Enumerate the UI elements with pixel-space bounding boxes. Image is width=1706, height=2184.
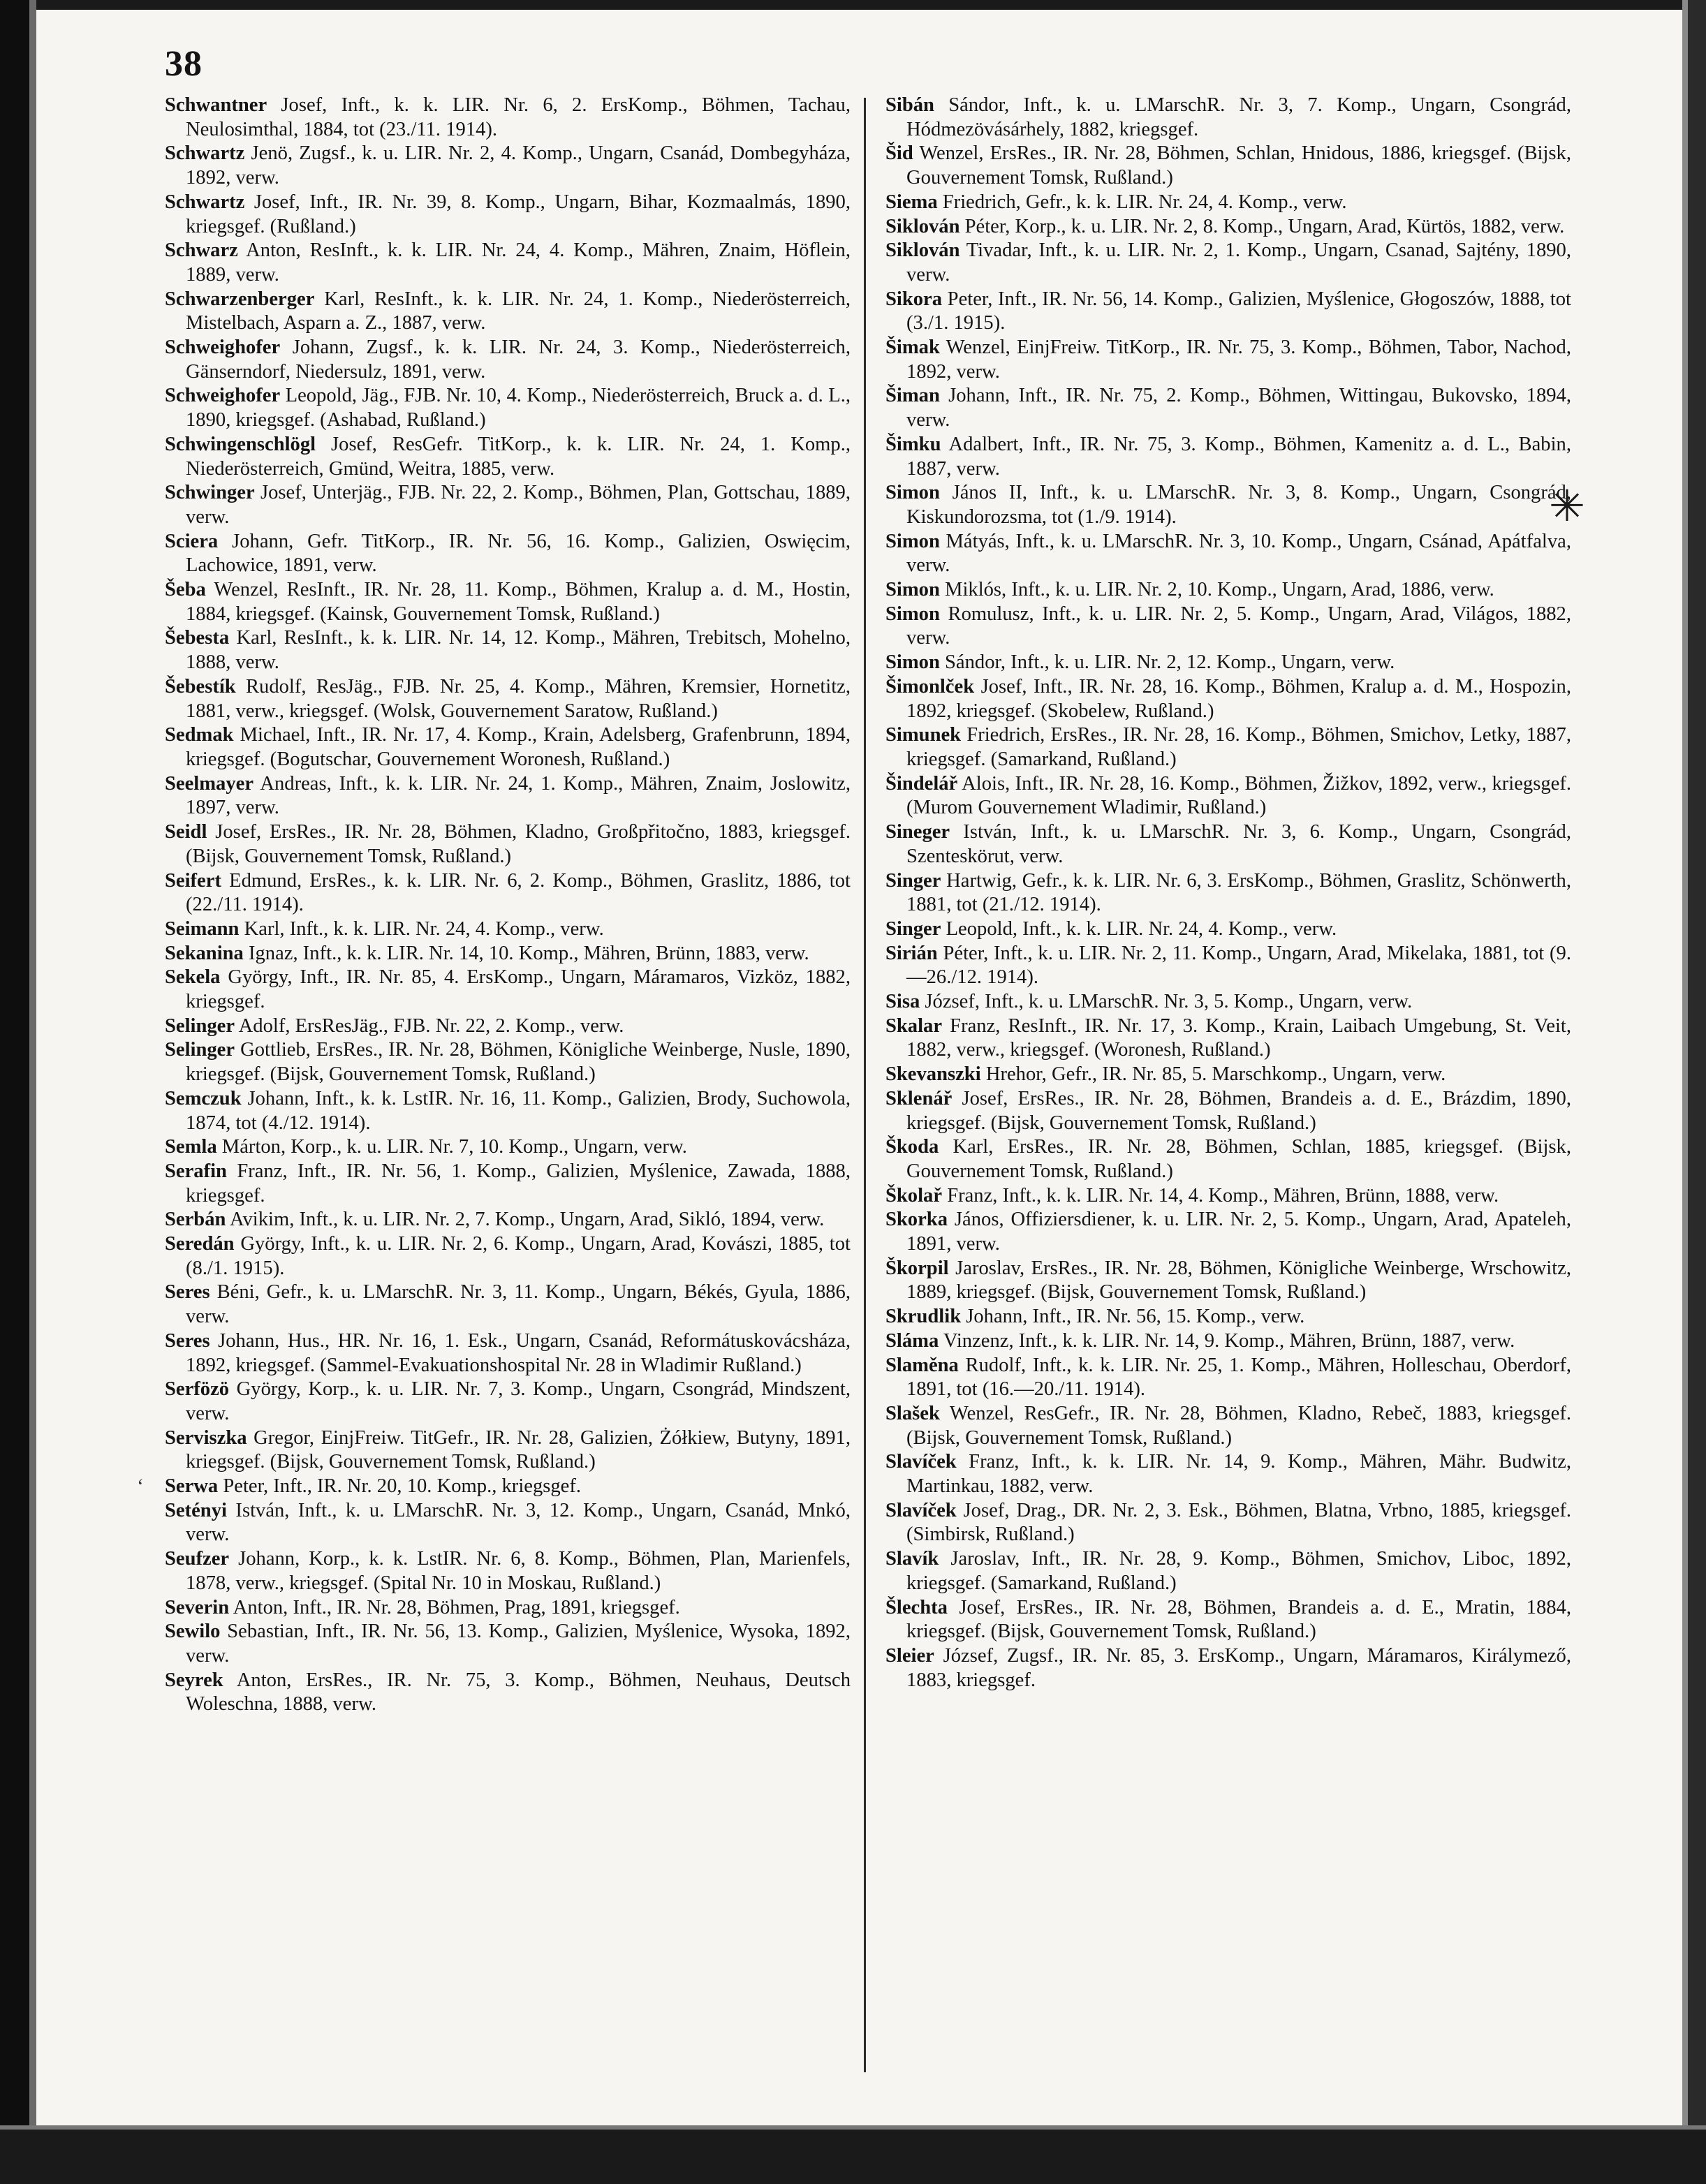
register-entry	[165, 869, 851, 917]
entry-surname: Seres	[165, 1281, 210, 1304]
entry-details: Karl, ErsRes., IR. Nr. 28, Böhmen, Schlan, 1885, kriegsgef. (Bijsk, Gouvernement Tomsk, Rußland.)	[906, 1136, 1571, 1182]
entry-details: Wenzel, ResInft., IR. Nr. 28, 11. Komp., Böhmen, Kralup a. d. M., Hostin, 1884, kriegsgef. (Kainsk, Gouvernement Tomsk, Rußland.)	[186, 579, 851, 625]
entry-surname: Skevanszki	[885, 1063, 981, 1086]
entry-details: Hartwig, Gefr., k. k. LIR. Nr. 6, 3. ErsKomp., Böhmen, Graslitz, Schönwerth, 1881, tot (21./12. 1914).	[906, 869, 1571, 916]
entry-details: Josef, ErsRes., IR. Nr. 28, Böhmen, Kladno, Großpřitočno, 1883, kriegsgef. (Bijsk, Gouvernement Tomsk, Rußland.)	[186, 821, 851, 867]
entry-surname: Sciera	[165, 530, 219, 552]
entry-details: Avikim, Inft., k. u. LIR. Nr. 2, 7. Komp., Ungarn, Arad, Sikló, 1894, verw.	[226, 1209, 825, 1231]
entry-surname: Slaměna	[885, 1354, 959, 1376]
register-entry	[885, 1305, 1571, 1329]
entry-details: Gregor, EinjFreiw. TitGefr., IR. Nr. 28, Galizien, Żółkiew, Butyny, 1891, kriegsgef. (Bijsk, Gouvernement Tomsk, Rußland.)	[186, 1426, 851, 1473]
entry-surname: Siema	[885, 191, 938, 213]
register-entry	[885, 1547, 1571, 1595]
entry-surname: Simon	[885, 579, 940, 601]
entry-surname: Singer	[885, 917, 941, 940]
entry-surname: Schwantner	[165, 94, 267, 116]
entry-details: Adolf, ErsResJäg., FJB. Nr. 22, 2. Komp., verw.	[235, 1014, 624, 1037]
entry-details: Mátyás, Inft., k. u. LMarschR. Nr. 3, 10. Komp., Ungarn, Csánad, Apátfalva, verw.	[906, 530, 1571, 577]
register-entry	[165, 1620, 851, 1668]
entry-details: Franz, Inft., k. k. LIR. Nr. 14, 4. Komp., Mähren, Brünn, 1888, verw.	[942, 1184, 1499, 1207]
register-entry	[885, 917, 1571, 942]
register-entry	[165, 481, 851, 529]
entry-details: Karl, ResInft., k. k. LIR. Nr. 14, 12. Komp., Mähren, Trebitsch, Mohelno, 1888, verw.	[186, 627, 851, 674]
entry-surname: Singer	[885, 869, 941, 892]
entry-surname: Sisa	[885, 991, 920, 1013]
entry-details: József, Zugsf., IR. Nr. 85, 3. ErsKomp., Ungarn, Máramaros, Királymező, 1883, kriegsgef.	[906, 1645, 1571, 1691]
entry-surname: Šimak	[885, 337, 940, 359]
entry-surname: Šid	[885, 142, 913, 165]
register-entry	[885, 990, 1571, 1014]
handwritten-annotation: ✳	[1549, 480, 1585, 531]
entry-details: Jenö, Zugsf., k. u. LIR. Nr. 2, 4. Komp., Ungarn, Csanád, Dombegyháza, 1892, verw.	[186, 142, 851, 189]
register-entry	[885, 1402, 1571, 1450]
entry-details: Anton, ErsRes., IR. Nr. 75, 3. Komp., Böhmen, Neuhaus, Deutsch Woleschna, 1888, verw.	[186, 1669, 851, 1716]
entry-surname: Skorka	[885, 1209, 948, 1231]
entry-surname: Schwarz	[165, 239, 238, 262]
entry-surname: Šimku	[885, 433, 941, 455]
entry-details: Johann, Korp., k. k. LstIR. Nr. 6, 8. Komp., Böhmen, Plan, Marienfels, 1878, verw., kriegsgef. (Spital Nr. 10 in Moskau, Rußland.)	[186, 1548, 851, 1594]
entry-surname: Šindelář	[885, 772, 958, 795]
entry-surname: Seufzer	[165, 1548, 230, 1570]
register-entry	[165, 1014, 851, 1039]
entry-surname: Šlechta	[885, 1596, 948, 1618]
register-entry	[165, 288, 851, 336]
register-entry	[165, 942, 851, 966]
register-entry	[165, 1232, 851, 1281]
entry-details: Josef, Unterjäg., FJB. Nr. 22, 2. Komp., Böhmen, Plan, Gottschau, 1889, verw.	[186, 482, 851, 528]
entry-surname: Seres	[165, 1329, 210, 1352]
register-entry	[165, 966, 851, 1014]
entry-details: Alois, Inft., IR. Nr. 28, 16. Komp., Böhmen, Žižkov, 1892, verw., kriegsgef. (Murom Gouvernement Wladimir, Rußland.)	[906, 772, 1571, 819]
entry-surname: Schwinger	[165, 482, 255, 504]
entry-details: György, Inft., IR. Nr. 85, 4. ErsKomp., Ungarn, Máramaros, Vizköz, 1882, kriegsgef.	[186, 966, 851, 1013]
register-entry	[885, 651, 1571, 675]
entry-surname: Šiman	[885, 385, 940, 407]
register-entry	[885, 1329, 1571, 1354]
register-entry	[885, 603, 1571, 651]
entry-surname: Sklenář	[885, 1087, 953, 1109]
register-entry	[165, 1426, 851, 1475]
entry-details: Rudolf, ResJäg., FJB. Nr. 25, 4. Komp., Mähren, Kremsier, Hornetitz, 1881, verw., kriegsgef. (Wolsk, Gouvernement Saratow, Rußland.)	[186, 675, 851, 722]
register-entry	[165, 1499, 851, 1547]
register-entry	[885, 239, 1571, 287]
register-entry	[165, 1329, 851, 1378]
entry-details: Josef, Inft., k. k. LIR. Nr. 6, 2. ErsKomp., Böhmen, Tachau, Neulosimthal, 1884, tot (23./11. 1914).	[186, 94, 851, 140]
entry-surname: Setényi	[165, 1499, 227, 1521]
register-entry	[165, 94, 851, 142]
entry-surname: Schwingenschlögl	[165, 433, 316, 455]
entry-details: Josef, ResGefr. TitKorp., k. k. LIR. Nr. 24, 1. Komp., Niederösterreich, Gmünd, Weitra, 1885, verw.	[186, 433, 851, 480]
register-entry	[885, 288, 1571, 336]
entry-surname: Serwa	[165, 1475, 219, 1498]
register-entry	[885, 433, 1571, 481]
entry-details: István, Inft., k. u. LMarschR. Nr. 3, 12. Komp., Ungarn, Csanád, Mnkó, verw.	[186, 1499, 851, 1546]
entry-surname: Slavíček	[885, 1451, 957, 1473]
entry-details: Béni, Gefr., k. u. LMarschR. Nr. 3, 11. Komp., Ungarn, Békés, Gyula, 1886, verw.	[186, 1281, 851, 1328]
entry-details: Rudolf, Inft., k. k. LIR. Nr. 25, 1. Komp., Mähren, Holleschau, Oberdorf, 1891, tot (16.—20./11. 1914).	[906, 1354, 1571, 1401]
entry-surname: Schwarzenberger	[165, 288, 315, 310]
register-entry	[165, 723, 851, 772]
entry-surname: Schweighofer	[165, 385, 281, 407]
entry-surname: Severin	[165, 1596, 230, 1618]
register-entry	[885, 336, 1571, 384]
register-entry	[885, 530, 1571, 578]
entry-details: Sebastian, Inft., IR. Nr. 56, 13. Komp., Galizien, Myślenice, Wysoka, 1892, verw.	[186, 1621, 851, 1667]
entry-surname: Škoda	[885, 1136, 939, 1158]
entry-details: Franz, Inft., k. k. LIR. Nr. 14, 9. Komp., Mähren, Mähr. Budwitz, Martinkau, 1882, verw.	[906, 1451, 1571, 1498]
register-entry	[165, 336, 851, 384]
entry-surname: Selinger	[165, 1014, 235, 1037]
register-entry	[165, 1378, 851, 1426]
entry-details: Andreas, Inft., k. k. LIR. Nr. 24, 1. Komp., Mähren, Znaim, Joslowitz, 1897, verw.	[186, 772, 851, 819]
register-entry	[165, 384, 851, 432]
entry-surname: Šebesta	[165, 627, 230, 649]
register-entry	[885, 191, 1571, 215]
scan-border-top	[0, 0, 1706, 10]
entry-surname: Simunek	[885, 724, 962, 746]
register-entry	[885, 942, 1571, 990]
entry-surname: Slašek	[885, 1402, 940, 1424]
entry-details: Josef, ErsRes., IR. Nr. 28, Böhmen, Brandeis a. d. E., Mratin, 1884, kriegsgef. (Bijsk, Gouvernement Tomsk, Rußland.)	[906, 1596, 1571, 1643]
entry-details: Johann, Inft., IR. Nr. 75, 2. Komp., Böhmen, Wittingau, Bukovsko, 1894, verw.	[906, 385, 1571, 431]
register-entry	[885, 1596, 1571, 1644]
entry-surname: Schweighofer	[165, 337, 281, 359]
register-entry	[885, 1014, 1571, 1063]
entry-details: Josef, ErsRes., IR. Nr. 28, Böhmen, Brandeis a. d. E., Brázdim, 1890, kriegsgef. (Bijsk, Gouvernement Tomsk, Rußland.)	[906, 1087, 1571, 1134]
entry-surname: Seifert	[165, 869, 221, 892]
entry-surname: Serfözö	[165, 1378, 230, 1401]
entry-details: Péter, Korp., k. u. LIR. Nr. 2, 8. Komp., Ungarn, Arad, Kürtös, 1882, verw.	[959, 215, 1565, 237]
entry-details: Sándor, Inft., k. u. LIR. Nr. 2, 12. Komp., Ungarn, verw.	[939, 651, 1395, 674]
register-entry	[885, 215, 1571, 239]
entry-surname: Selinger	[165, 1039, 235, 1061]
entry-surname: Simon	[885, 603, 940, 625]
entry-details: Michael, Inft., IR. Nr. 17, 4. Komp., Krain, Adelsberg, Grafenbrunn, 1894, kriegsgef. (Bogutschar, Gouvernement Woronesh, Rußland.)	[186, 724, 851, 770]
entry-details: Romulusz, Inft., k. u. LIR. Nr. 2, 5. Komp., Ungarn, Arad, Világos, 1882, verw.	[906, 603, 1571, 649]
entry-surname: Škorpil	[885, 1257, 949, 1279]
entry-details: Hrehor, Gefr., IR. Nr. 85, 5. Marschkomp., Ungarn, verw.	[980, 1063, 1446, 1086]
register-entry	[885, 1644, 1571, 1692]
entry-details: Miklós, Inft., k. u. LIR. Nr. 2, 10. Komp., Ungarn, Arad, 1886, verw.	[939, 579, 1494, 601]
entry-details: György, Korp., k. u. LIR. Nr. 7, 3. Komp., Ungarn, Csongrád, Mindszent, verw.	[186, 1378, 851, 1424]
entry-details: Karl, ResInft., k. k. LIR. Nr. 24, 1. Komp., Niederösterreich, Mistelbach, Asparn a. Z., 1887, verw.	[186, 288, 851, 334]
register-entry	[885, 578, 1571, 603]
entry-surname: Sewilo	[165, 1621, 221, 1643]
margin-mark: ʻ	[137, 1475, 144, 1498]
register-entry	[165, 772, 851, 820]
scan-border-right	[1688, 0, 1706, 2184]
entry-surname: Siklován	[885, 239, 960, 262]
entry-surname: Simon	[885, 482, 940, 504]
entry-details: Josef, Inft., IR. Nr. 39, 8. Komp., Ungarn, Bihar, Kozmaalmás, 1890, kriegsgef. (Rußland.)	[186, 191, 851, 237]
entry-details: Leopold, Jäg., FJB. Nr. 10, 4. Komp., Niederösterreich, Bruck a. d. L., 1890, kriegsgef. (Ashabad, Rußland.)	[186, 385, 851, 431]
entry-details: Josef, Drag., DR. Nr. 2, 3. Esk., Böhmen, Blatna, Vrbno, 1885, kriegsgef. (Simbirsk, Rußland.)	[906, 1499, 1571, 1546]
entry-details: Peter, Inft., IR. Nr. 20, 10. Komp., kriegsgef.	[218, 1475, 582, 1498]
entry-surname: Šebestík	[165, 675, 236, 698]
register-entry	[885, 94, 1571, 142]
register-entry	[165, 1547, 851, 1595]
entry-surname: Sleier	[885, 1645, 934, 1667]
right-column	[885, 94, 1571, 1692]
entry-details: Péter, Inft., k. u. LIR. Nr. 2, 11. Komp., Ungarn, Arad, Mikelaka, 1881, tot (9.—26./12. 1914).	[906, 942, 1571, 989]
register-entry	[885, 1499, 1571, 1547]
entry-surname: Seimann	[165, 917, 240, 940]
register-entry	[885, 675, 1571, 723]
entry-details: Leopold, Inft., k. k. LIR. Nr. 24, 4. Komp., verw.	[941, 917, 1337, 940]
entry-surname: Seyrek	[165, 1669, 223, 1691]
entry-details: Anton, Inft., IR. Nr. 28, Böhmen, Prag, 1891, kriegsgef.	[229, 1596, 680, 1618]
entry-details: Vinzenz, Inft., k. k. LIR. Nr. 14, 9. Komp., Mähren, Brünn, 1887, verw.	[939, 1329, 1515, 1352]
register-entry	[885, 1184, 1571, 1209]
register-entry	[165, 239, 851, 287]
entry-surname: Simon	[885, 651, 940, 674]
entry-details: Franz, ResInft., IR. Nr. 17, 3. Komp., Krain, Laibach Umgebung, St. Veit, 1882, verw., kriegsgef. (Woronesh, Rußland.)	[906, 1014, 1571, 1061]
entry-surname: Šeba	[165, 579, 206, 601]
register-entry	[885, 384, 1571, 432]
entry-surname: Sibán	[885, 94, 934, 116]
entry-surname: Šimonlček	[885, 675, 975, 698]
register-entry	[885, 723, 1571, 772]
entry-details: János, Offiziersdiener, k. u. LIR. Nr. 2, 5. Komp., Ungarn, Arad, Apateleh, 1891, verw.	[906, 1209, 1571, 1255]
entry-details: Jaroslav, Inft., IR. Nr. 28, 9. Komp., Böhmen, Smichov, Liboc, 1892, kriegsgef. (Samarkand, Rußland.)	[906, 1548, 1571, 1594]
register-entry	[885, 1087, 1571, 1135]
entry-details: Wenzel, EinjFreiw. TitKorp., IR. Nr. 75, 3. Komp., Böhmen, Tabor, Nachod, 1892, verw.	[906, 337, 1571, 383]
scan-border-left-shadow	[29, 0, 36, 2184]
entry-details: Johann, Inft., k. k. LstIR. Nr. 16, 11. Komp., Galizien, Brody, Suchowola, 1874, tot (4./12. 1914).	[186, 1087, 851, 1134]
entry-surname: Seredán	[165, 1233, 235, 1255]
register-entry	[165, 626, 851, 674]
entry-details: Anton, ResInft., k. k. LIR. Nr. 24, 4. Komp., Mähren, Znaim, Höflein, 1889, verw.	[186, 239, 851, 286]
entry-surname: Serafin	[165, 1160, 227, 1182]
entry-details: Johann, Gefr. TitKorp., IR. Nr. 56, 16. Komp., Galizien, Oswięcim, Lachowice, 1891, verw.	[186, 530, 851, 577]
register-entry	[165, 1087, 851, 1135]
entry-details: Jaroslav, ErsRes., IR. Nr. 28, Böhmen, Königliche Weinberge, Wrschowitz, 1889, kriegsgef. (Bijsk, Gouvernement Tomsk, Rußland.)	[906, 1257, 1571, 1304]
entry-details: Tivadar, Inft., k. u. LIR. Nr. 2, 1. Komp., Ungarn, Csanad, Sajtény, 1890, verw.	[906, 239, 1571, 286]
entry-surname: Sedmak	[165, 724, 234, 746]
scan-border-bottom	[0, 2130, 1706, 2184]
register-entry	[885, 1354, 1571, 1402]
entry-surname: Sirián	[885, 942, 938, 964]
entry-details: Gottlieb, ErsRes., IR. Nr. 28, Böhmen, Königliche Weinberge, Nusle, 1890, kriegsgef. (Bijsk, Gouvernement Tomsk, Rußland.)	[186, 1039, 851, 1086]
entry-surname: Siklován	[885, 215, 960, 237]
entry-details: Peter, Inft., IR. Nr. 56, 14. Komp., Galizien, Myślenice, Głogoszów, 1888, tot (3./1. 1915).	[906, 288, 1571, 334]
entry-details: Wenzel, ResGefr., IR. Nr. 28, Böhmen, Kladno, Rebeč, 1883, kriegsgef. (Bijsk, Gouvernement Tomsk, Rußland.)	[906, 1402, 1571, 1449]
register-entry	[165, 142, 851, 190]
entry-details: Wenzel, ErsRes., IR. Nr. 28, Böhmen, Schlan, Hnidous, 1886, kriegsgef. (Bijsk, Gouvernement Tomsk, Rußland.)	[906, 142, 1571, 189]
register-entry	[165, 191, 851, 239]
column-divider	[864, 98, 866, 2072]
entry-surname: Serviszka	[165, 1426, 247, 1449]
register-entry	[885, 481, 1571, 529]
register-entry	[885, 1208, 1571, 1256]
entry-details: István, Inft., k. u. LMarschR. Nr. 3, 6. Komp., Ungarn, Csongrád, Szenteskörut, verw.	[906, 821, 1571, 867]
register-entry	[165, 820, 851, 869]
entry-details: Josef, Inft., IR. Nr. 28, 16. Komp., Böhmen, Kralup a. d. M., Hospozin, 1892, kriegsgef. (Skobelew, Rußland.)	[906, 675, 1571, 722]
register-entry	[165, 675, 851, 723]
entry-surname: Sekela	[165, 966, 221, 989]
entry-surname: Slavík	[885, 1548, 939, 1570]
entry-details: Adalbert, Inft., IR. Nr. 75, 3. Komp., Böhmen, Kamenitz a. d. L., Babin, 1887, verw.	[906, 433, 1571, 480]
entry-details: Sándor, Inft., k. u. LMarschR. Nr. 3, 7. Komp., Ungarn, Csongrád, Hódmezövásárhely, 1882, kriegsgef.	[906, 94, 1571, 140]
register-entry	[165, 1596, 851, 1621]
register-entry	[165, 1160, 851, 1208]
entry-details: Ignaz, Inft., k. k. LIR. Nr. 14, 10. Komp., Mähren, Brünn, 1883, verw.	[243, 942, 809, 964]
register-entry	[885, 772, 1571, 820]
page-number: 38	[165, 44, 203, 84]
register-entry	[885, 1257, 1571, 1305]
register-entry	[165, 1669, 851, 1717]
entry-details: Friedrich, Gefr., k. k. LIR. Nr. 24, 4. Komp., verw.	[937, 191, 1347, 213]
register-entry	[165, 530, 851, 578]
entry-surname: Semla	[165, 1136, 217, 1158]
scan-border-right-shadow	[1682, 0, 1688, 2184]
entry-surname: Simon	[885, 530, 940, 552]
register-entry	[165, 1208, 851, 1232]
register-entry	[165, 1038, 851, 1086]
register-entry	[885, 869, 1571, 917]
entry-surname: Sláma	[885, 1329, 939, 1352]
entry-details: Johann, Hus., HR. Nr. 16, 1. Esk., Ungarn, Csanád, Reformátuskovácsháza, 1892, kriegsgef. (Sammel-Evakuationshospital Nr. 28 in Wladimir Rußland.)	[186, 1329, 851, 1376]
entry-details: Karl, Inft., k. k. LIR. Nr. 24, 4. Komp., verw.	[239, 917, 604, 940]
entry-surname: Schwartz	[165, 191, 245, 213]
entry-surname: Semczuk	[165, 1087, 242, 1109]
register-entry	[885, 1450, 1571, 1498]
entry-details: György, Inft., k. u. LIR. Nr. 2, 6. Komp., Ungarn, Arad, Kovászi, 1885, tot (8./1. 1915).	[186, 1233, 851, 1279]
entry-surname: Sikora	[885, 288, 943, 310]
entry-details: János II, Inft., k. u. LMarschR. Nr. 3, 8. Komp., Ungarn, Csongrád, Kiskundorozsma, tot (1./9. 1914).	[906, 482, 1571, 528]
entry-details: Edmund, ErsRes., k. k. LIR. Nr. 6, 2. Komp., Böhmen, Graslitz, 1886, tot (22./11. 1914).	[186, 869, 851, 916]
entry-surname: Školař	[885, 1184, 943, 1207]
entry-details: Friedrich, ErsRes., IR. Nr. 28, 16. Komp., Böhmen, Smichov, Letky, 1887, kriegsgef. (Samarkand, Rußland.)	[906, 724, 1571, 770]
entry-surname: Sineger	[885, 821, 950, 843]
entry-surname: Skalar	[885, 1014, 943, 1037]
entry-details: József, Inft., k. u. LMarschR. Nr. 3, 5. Komp., Ungarn, verw.	[920, 991, 1413, 1013]
entry-surname: Sekanina	[165, 942, 244, 964]
register-entry	[165, 433, 851, 481]
register-entry	[885, 1063, 1571, 1087]
entry-surname: Seidl	[165, 821, 207, 843]
entry-surname: Serbán	[165, 1209, 226, 1231]
entry-details: Márton, Korp., k. u. LIR. Nr. 7, 10. Komp., Ungarn, verw.	[216, 1136, 687, 1158]
scan-border-left	[0, 0, 29, 2184]
entry-surname: Skrudlik	[885, 1306, 962, 1328]
entry-details: Johann, Inft., IR. Nr. 56, 15. Komp., verw.	[961, 1306, 1305, 1328]
register-entry	[885, 820, 1571, 869]
entry-surname: Schwartz	[165, 142, 245, 165]
register-entry	[885, 1135, 1571, 1183]
register-entry	[165, 1135, 851, 1160]
register-entry	[885, 142, 1571, 190]
entry-details: Johann, Zugsf., k. k. LIR. Nr. 24, 3. Komp., Niederösterreich, Gänserndorf, Niedersulz, 1891, verw.	[186, 337, 851, 383]
entry-surname: Slavíček	[885, 1499, 957, 1521]
register-entry	[165, 1475, 851, 1499]
register-entry	[165, 578, 851, 626]
left-column	[165, 94, 851, 1717]
entry-surname: Seelmayer	[165, 772, 254, 795]
register-entry	[165, 917, 851, 942]
entry-details: Franz, Inft., IR. Nr. 56, 1. Komp., Galizien, Myślenice, Zawada, 1888, kriegsgef.	[186, 1160, 851, 1207]
register-entry	[165, 1281, 851, 1329]
